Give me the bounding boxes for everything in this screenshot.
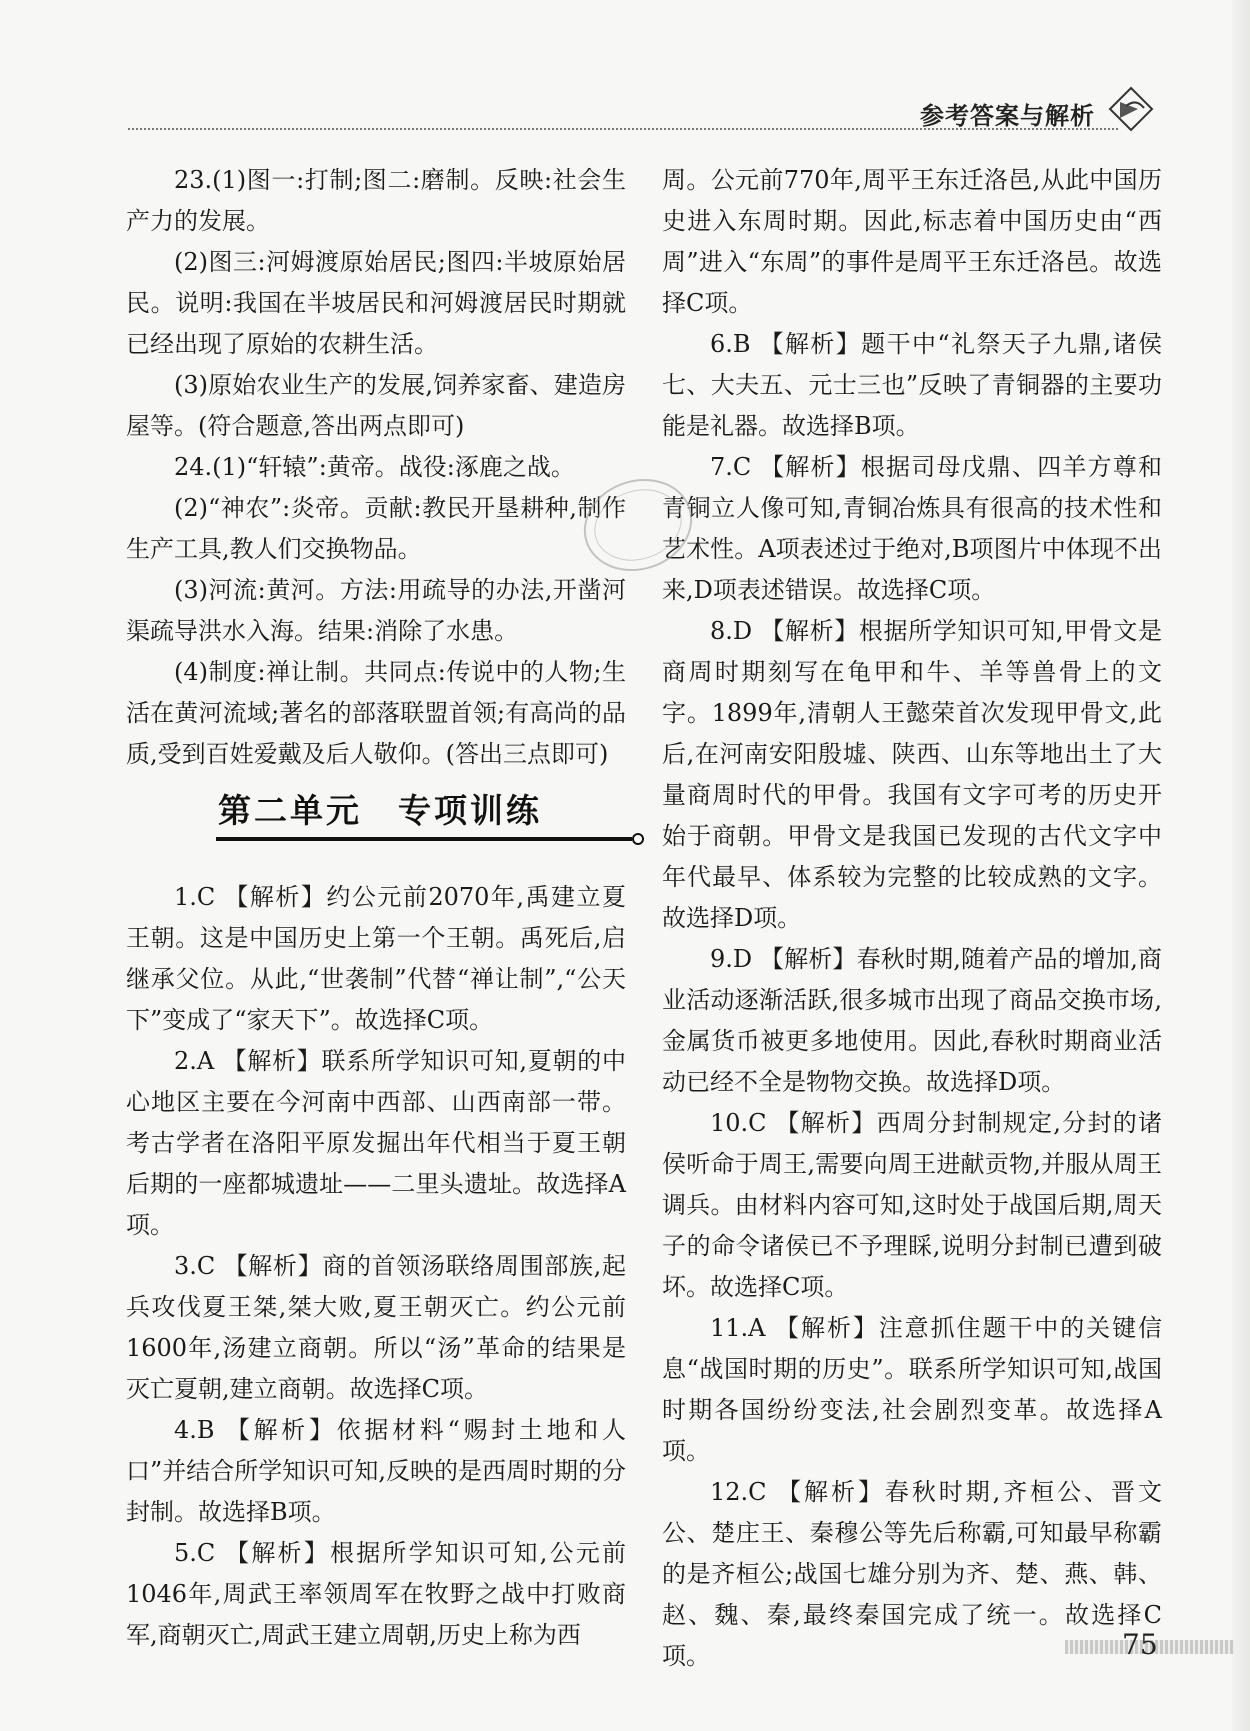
answer-24-2: (2)“神农”:炎帝。贡献:教民开垦耕种,制作生产工具,教人们交换物品。 [126,494,626,563]
answer-24-1: 24.(1)“轩辕”:黄帝。战役:涿鹿之战。 [174,453,575,481]
answer-24-3: (3)河流:黄河。方法:用疏导的办法,开凿河渠疏导洪水入海。结果:消除了水患。 [126,576,626,645]
answer-3: 3.C 【解析】商的首领汤联络周围部族,起兵攻伐夏王桀,桀大败,夏王朝灭亡。约公元前1600年,汤建立商朝。所以“汤”革命的结果是灭亡夏朝,建立商朝。故选择C项。 [126,1252,626,1403]
header-emblem-icon [1108,86,1154,132]
right-column [662,160,1162,1677]
answer-24-4: (4)制度:禅让制。共同点:传说中的人物;生活在黄河流域;著名的部落联盟首领;有高尚的品质,受到百姓爱戴及后人敬仰。(答出三点即可) [126,658,626,768]
unit-title: 第二单元 专项训练 [218,791,542,830]
answer-23-1: 23.(1)图一:打制;图二:磨制。反映:社会生产力的发展。 [126,166,626,235]
header-divider [128,128,1118,130]
answer-5-continued: 周。公元前770年,周平王东迁洛邑,从此中国历史进入东周时期。因此,标志着中国历史由“西周”进入“东周”的事件是周平王东迁洛邑。故选择C项。 [662,166,1162,317]
unit-underline-icon [216,831,646,847]
answer-5: 5.C 【解析】根据所学知识可知,公元前1046年,周武王率领周军在牧野之战中打败商军,商朝灭亡,周武王建立周朝,历史上称为西 [126,1539,626,1649]
answer-7: 7.C 【解析】根据司母戊鼎、四羊方尊和青铜立人像可知,青铜冶炼具有很高的技术性和艺术性。A项表述过于绝对,B项图片中体现不出来,D项表述错误。故选择C项。 [662,453,1162,604]
answer-23-3: (3)原始农业生产的发展,饲养家畜、建造房屋等。(符合题意,答出两点即可) [126,371,626,440]
answer-8: 8.D 【解析】根据所学知识可知,甲骨文是商周时期刻写在龟甲和牛、羊等兽骨上的文字。1899年,清朝人王懿荣首次发现甲骨文,此后,在河南安阳殷墟、陕西、山东等地出土了大量商周时代的甲骨。我国有文字可考的历史开始于商朝。甲骨文是我国已发现的古代文字中年代最早、体系较为完整的比较成熟的文字。故选择D项。 [662,617,1162,932]
answer-23-2: (2)图三:河姆渡原始居民;图四:半坡原始居民。说明:我国在半坡居民和河姆渡居民时期就已经出现了原始的农耕生活。 [126,248,626,358]
answer-9: 9.D 【解析】春秋时期,随着产品的增加,商业活动逐渐活跃,很多城市出现了商品交换市场,金属货币被更多地使用。因此,春秋时期商业活动已经不全是物物交换。故选择D项。 [662,945,1162,1096]
answer-1: 1.C 【解析】约公元前2070年,禹建立夏王朝。这是中国历史上第一个王朝。禹死后,启继承父位。从此,“世袭制”代替“禅让制”,“公天下”变成了“家天下”。故选择C项。 [126,883,626,1034]
answer-2: 2.A 【解析】联系所学知识可知,夏朝的中心地区主要在今河南中西部、山西南部一带。考古学者在洛阳平原发掘出年代相当于夏王朝后期的一座都城遗址——二里头遗址。故选择A项。 [126,1047,626,1239]
answer-4: 4.B 【解析】依据材料“赐封土地和人口”并结合所学知识可知,反映的是西周时期的分封制。故选择B项。 [126,1416,626,1526]
answer-6: 6.B 【解析】题干中“礼祭天子九鼎,诸侯七、大夫五、元士三也”反映了青铜器的主要功能是礼器。故选择B项。 [662,330,1162,440]
watermark-stamp-icon [578,470,698,580]
left-column [126,160,626,1656]
page-edge [1232,0,1250,1731]
unit-heading [126,779,626,867]
answer-10: 10.C 【解析】西周分封制规定,分封的诸侯听命于周王,需要向周王进献贡物,并服从周王调兵。由材料内容可知,这时处于战国后期,周天子的命令诸侯已不予理睬,说明分封制已遭到破坏。故选择C项。 [662,1109,1162,1301]
answer-12: 12.C 【解析】春秋时期,齐桓公、晋文公、楚庄王、秦穆公等先后称霸,可知最早称霸的是齐桓公;战国七雄分别为齐、楚、燕、韩、赵、魏、秦,最终秦国完成了统一。故选择C项。 [662,1478,1162,1670]
page-number: 75 [1122,1628,1158,1661]
answer-11: 11.A 【解析】注意抓住题干中的关键信息“战国时期的历史”。联系所学知识可知,战国时期各国纷纷变法,社会剧烈变革。故选择A项。 [662,1314,1162,1465]
header-title: 参考答案与解析 [920,102,1095,130]
